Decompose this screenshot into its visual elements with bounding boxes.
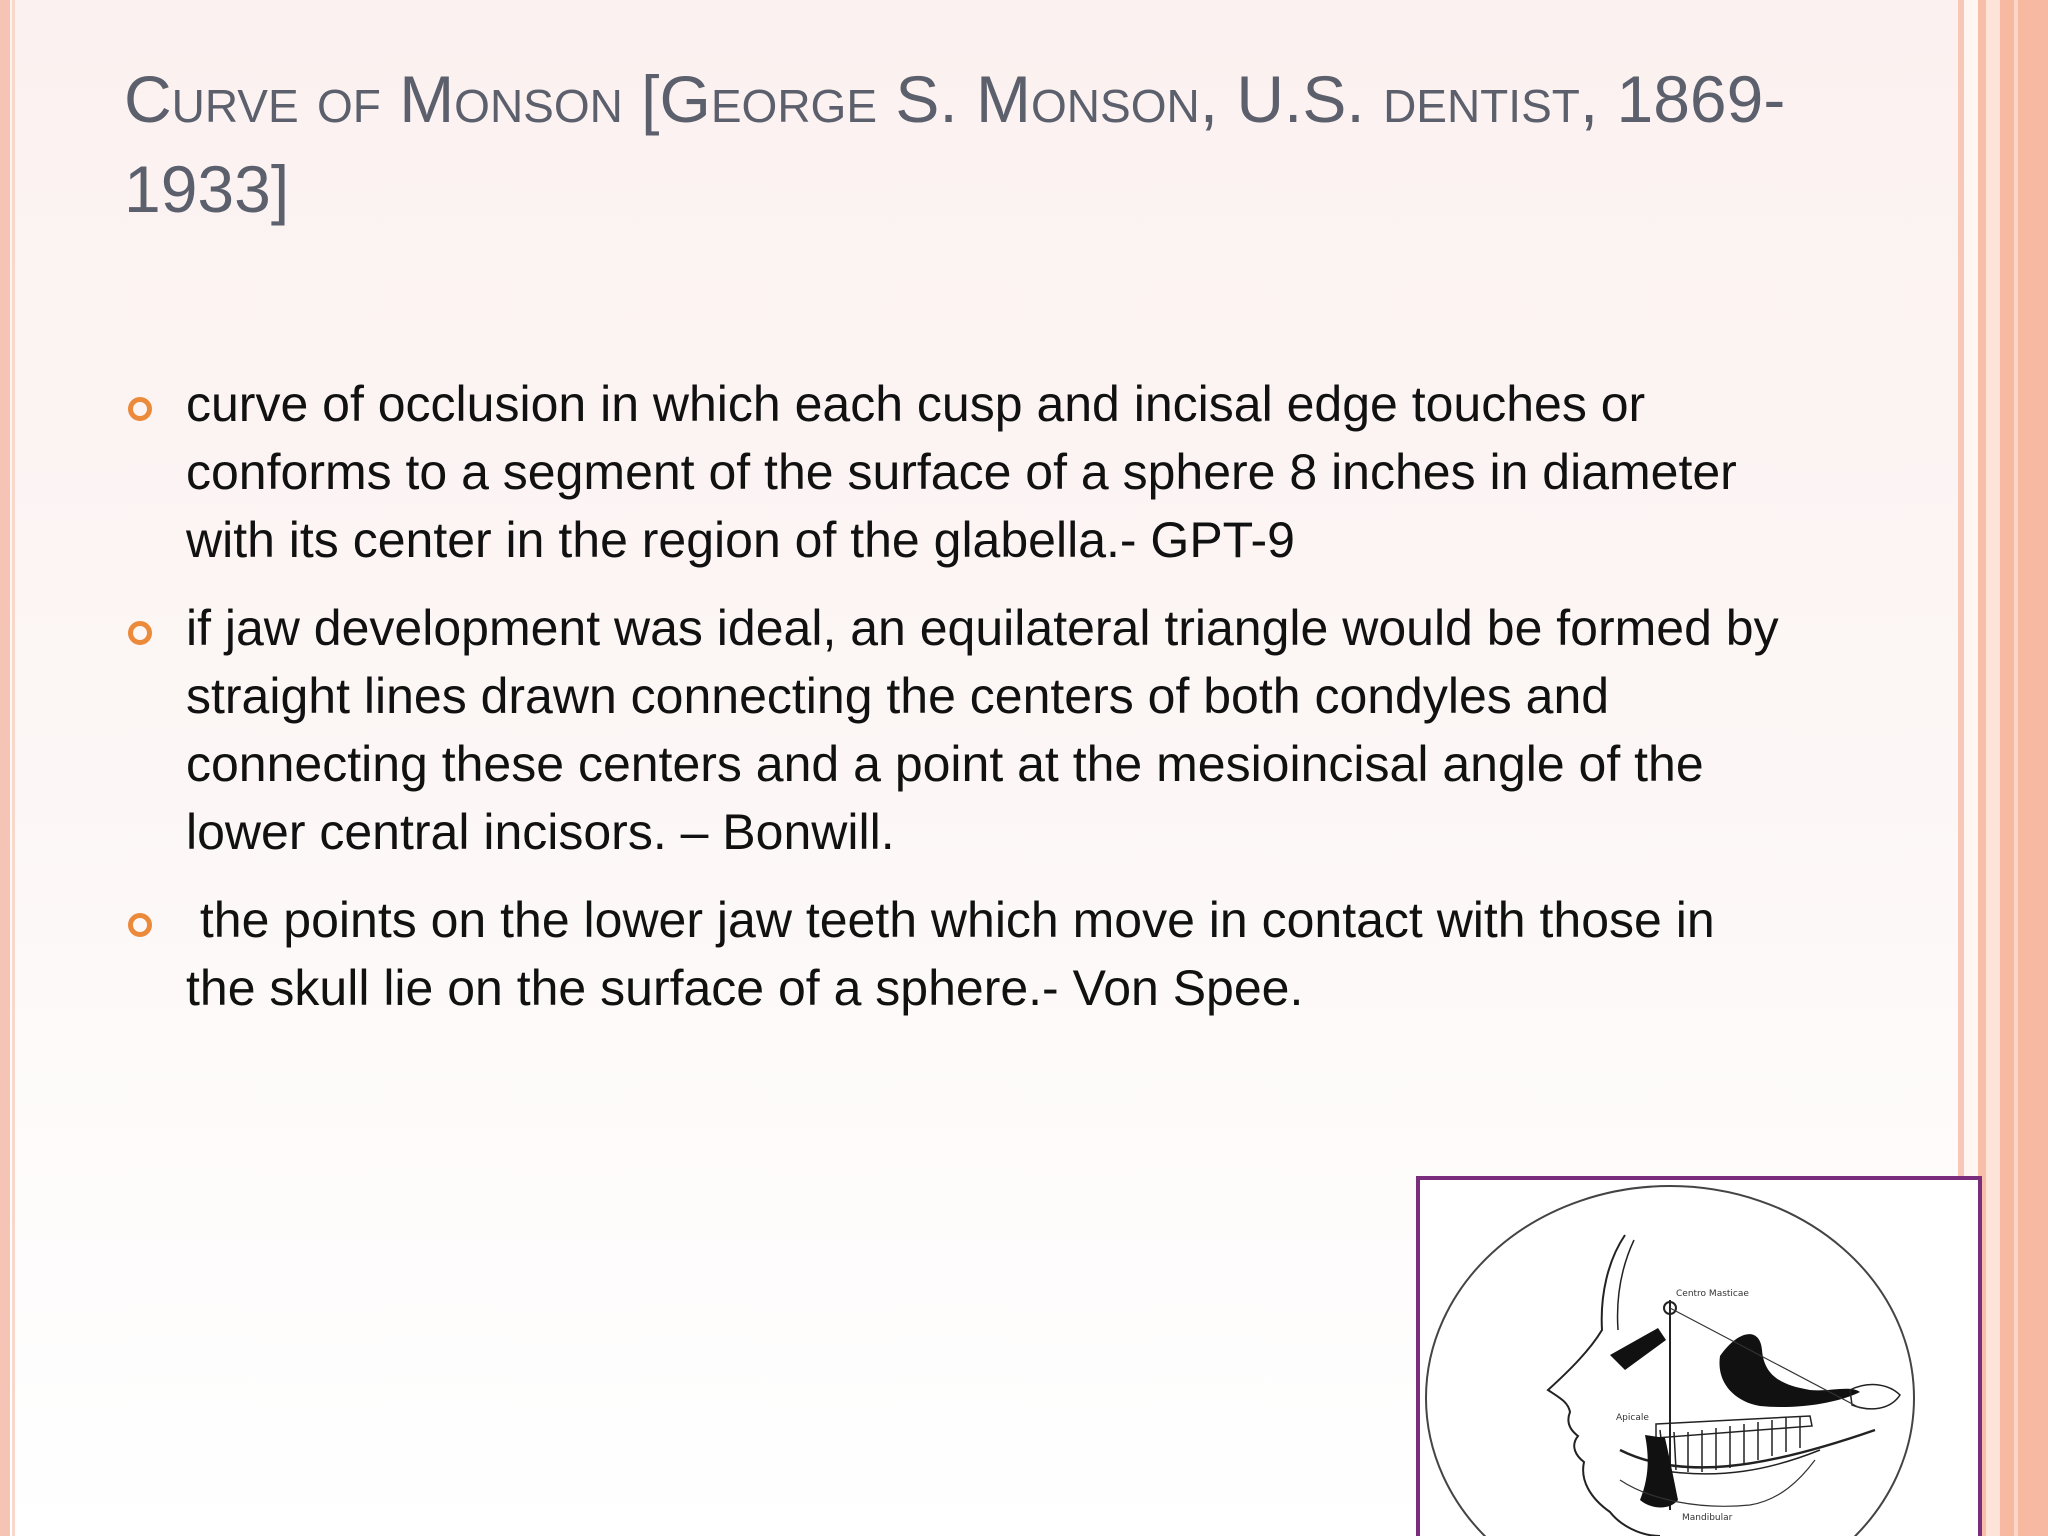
figure-label: Centro Masticae: [1676, 1289, 1749, 1299]
bullet-text: the points on the lower jaw teeth which move in contact with those in the skull lie on the surface of a sphere.- Von Spee.: [186, 892, 1729, 1016]
bullet-text: if jaw development was ideal, an equilateral triangle would be formed by straight lines drawn connecting the centers of both condyles and connecting these centers and a point at the mesioincisal angle of the lower central incisors. – Bonwill.: [186, 600, 1793, 860]
nasal-line: [1618, 1240, 1634, 1330]
right-stripe: [1986, 0, 2000, 1536]
skull-sphere-diagram: [1420, 1180, 1978, 1536]
left-border-line: [12, 0, 15, 1536]
bullet-item: [124, 370, 1784, 574]
slide-title: Curve of Monson [George S. Monson, U.S. dentist, 1869-1933]: [124, 62, 1786, 226]
ear-shape: [1850, 1385, 1900, 1409]
figure-label: Mandibular: [1682, 1513, 1733, 1523]
bullet-item: [124, 886, 1784, 1022]
bullet-marker-icon: [128, 397, 152, 421]
bullet-text: curve of occlusion in which each cusp and incisal edge touches or conforms to a segment of the surface of a sphere 8 inches in diameter with its center in the region of the glabella.- GPT-9: [186, 376, 1751, 568]
face-profile: [1548, 1235, 1660, 1536]
bullet-marker-icon: [128, 913, 152, 937]
bullet-list: [124, 370, 1793, 1042]
left-border-decoration: [0, 0, 10, 1536]
bullet-marker-icon: [128, 621, 152, 645]
figure-label: Apicale: [1616, 1413, 1649, 1423]
orbit-shape: [1610, 1328, 1666, 1370]
bullet-item: [124, 594, 1793, 866]
monson-sphere-figure: [1416, 1176, 1982, 1536]
right-stripe: [2000, 0, 2048, 1536]
right-stripe: [2014, 0, 2018, 1536]
